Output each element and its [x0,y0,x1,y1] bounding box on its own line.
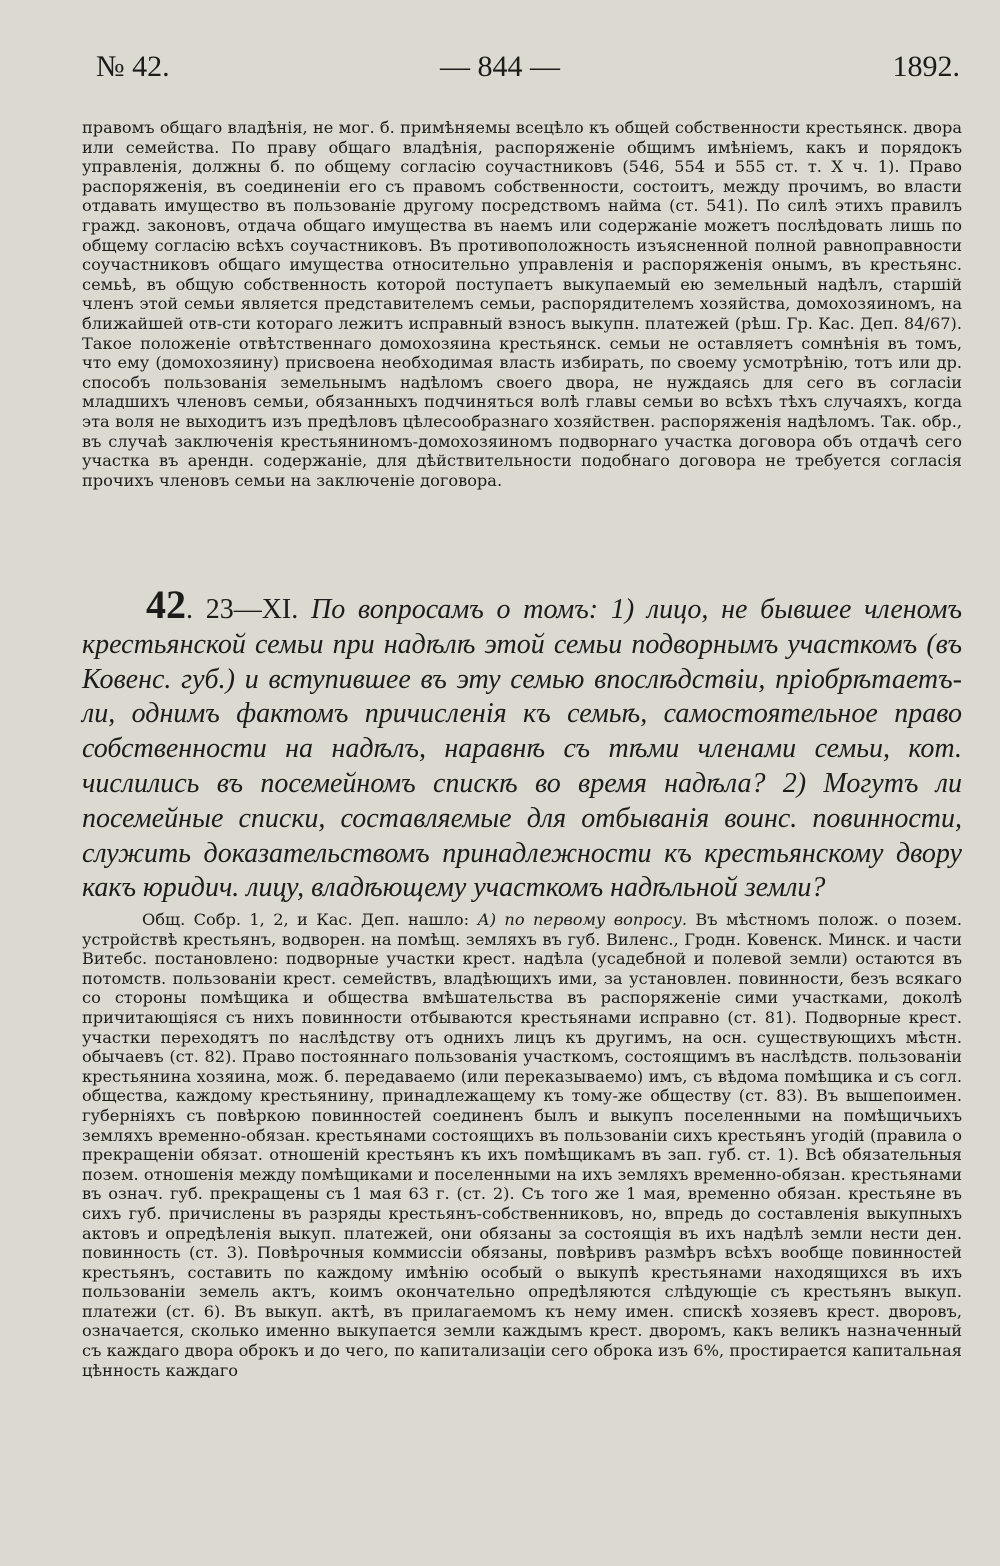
ruling-date: . 23—XI. [186,594,299,625]
issue-number: № 42. [96,50,170,83]
assembly-intro: Общ. Собр. 1, 2, и Кас. Деп. нашло: [142,910,470,929]
page-number: — 844 — [440,50,560,83]
ruling-body-paragraph [82,910,962,1380]
year: 1892. [892,50,960,83]
first-question-label: А) по первому вопросу. [477,910,687,929]
ruling-question: По вопросамъ о томъ: 1) лицо, не бывшее членомъ крестьянской семьи при надѣлѣ этой семьи подворнымъ участкомъ (въ Ковенс. губ.) и вступившее въ эту семью впослѣдствіи, пріобрѣтаетъ-ли, однимъ фактомъ причисленія къ семьѣ, самостоятельное право собственности на надѣлъ, наравнѣ съ тѣми членами семьи, кот. числились въ посемейномъ спискѣ во время надѣла? 2) Могутъ ли посемейные списки, составляемые для отбыванія воинс. повинности, служить доказательствомъ принадлежности къ крестьянскому двору какъ юридич. лицу, владѣющему участкомъ надѣльной земли? [82,594,963,904]
ruling-body-text: Въ мѣстномъ полож. о позем. устройствѣ крестьянъ, водворен. на помѣщ. земляхъ въ губ. Виленс., Гродн. Ковенск. Минск. и части Витебс. постановлено: подворные участки крест. надѣла (усадебной и полевой земли) остаются въ потомств. пользованіи крест. семействъ, владѣющихъ ими, за установлен. повинности, безъ всякаго со стороны помѣщика и общества вмѣшательства въ распоряженіе сими участками, доколѣ причитающіяся съ нихъ повинности отбываются крестьянами исправно (ст. 81). Подворные крест. участки переходятъ по наслѣдству отъ однихъ лицъ къ другимъ, на осн. существующихъ мѣстн. обычаевъ (ст. 82). Право постояннаго пользованія участкомъ, состоящимъ въ наслѣдств. пользованіи крестьянина хозяина, мож. б. передаваемо (или переказываемо) имъ, съ вѣдома помѣщика и съ согл. общества, каждому крестьянину, принадлежащему къ тому-же обществу (ст. 83). Въ вышепоимен. губерніяхъ съ повѣркою повинностей соединенъ былъ и выкупъ поселенными на помѣщичьихъ земляхъ временно-обязан. крестьянами состоящихъ въ пользованіи сихъ крестьянъ угодій (правила о прекращеніи обязат. отношеній крестьянъ къ ихъ помѣщикамъ въ зап. губ. ст. 1). Всѣ обязательныя позем. отношенія между помѣщиками и поселенными на ихъ земляхъ временно-обязан. крестьянами въ означ. губ. прекращены съ 1 мая 63 г. (ст. 2). Съ того же 1 мая, временно обязан. крестьяне въ сихъ губ. причислены въ разряды крестьянъ-собственниковъ, но, впредь до составленія выкупныхъ актовъ и опредѣленія выкуп. платежей, они обязаны за состоящія въ ихъ надѣлѣ земли нести ден. повинность (ст. 3). Повѣрочныя коммиссіи обязаны, повѣривъ размѣръ всѣхъ вообще повинностей крестьянъ, составить по каждому имѣнію особый о выкупѣ крестьянами находящихся въ ихъ пользованіи земель актъ, коимъ окончательно опредѣляются слѣдующіе съ крестьянъ выкуп. платежи (ст. 6). Въ выкуп. актѣ, въ прилагаемомъ къ нему имен. спискѣ хозяевъ крест. дворовъ, означается, сколько именно выкупается земли каждымъ крест. дворомъ, какъ великъ назначенный съ каждаго двора оброкъ и до чего, по капитализаціи сего оброка изъ 6%, простирается капитальная цѣнность каждаго [82,910,962,1380]
ruling-heading [82,582,963,906]
ruling-number: 42 [146,582,186,627]
paragraph-continuation: правомъ общаго владѣнія, не мог. б. примѣняемы всецѣло къ общей собственности крестьянск. двора или семейства. По праву общаго владѣнія, распоряженіе общимъ имѣніемъ, какъ и порядокъ управленія, должны б. по общему согласію соучастниковъ (546, 554 и 555 ст. т. X ч. 1). Право распоряженія, въ соединеніи его съ правомъ собственности, состоитъ, между прочимъ, во власти отдавать имущество въ пользованіе другому посредствомъ найма (ст. 541). По силѣ этихъ правилъ гражд. законовъ, отдача общаго имущества въ наемъ или содержаніе можетъ послѣдовать лишь по общему согласію всѣхъ соучастниковъ. Въ противоположность изъясненной полной равноправности соучастниковъ общаго имущества относительно управленія и распоряженія онымъ, въ крестьянс. семьѣ, въ общую собственность которой поступаетъ выкупаемый ею земельный надѣлъ, старшій членъ этой семьи является представителемъ семьи, распорядителемъ хозяйства, домохозяиномъ, на ближайшей отв-сти котораго лежитъ исправный взносъ выкупн. платежей (рѣш. Гр. Кас. Деп. 84/67). Такое положеніе отвѣтственнаго домохозяина крестьянск. семьи не оставляетъ сомнѣнія въ томъ, что ему (домохозяину) присвоена необходимая власть избирать, по своему усмотрѣнію, тотъ или др. способъ пользованія земельнымъ надѣломъ своего двора, не нуждаясь для сего въ согласіи младшихъ членовъ семьи, обязанныхъ подчиняться волѣ главы семьи во всѣхъ тѣхъ случаяхъ, когда эта воля не выходитъ изъ предѣловъ цѣлесообразнаго хозяйствен. распоряженія надѣломъ. Так. обр., въ случаѣ заключенія крестьяниномъ-домохозяиномъ подворнаго участка договора объ отдачѣ сего участка въ арендн. содержаніе, для дѣйствительности подобнаго договора не требуется согласія прочихъ членовъ семьи на заключеніе договора. [82,118,962,490]
